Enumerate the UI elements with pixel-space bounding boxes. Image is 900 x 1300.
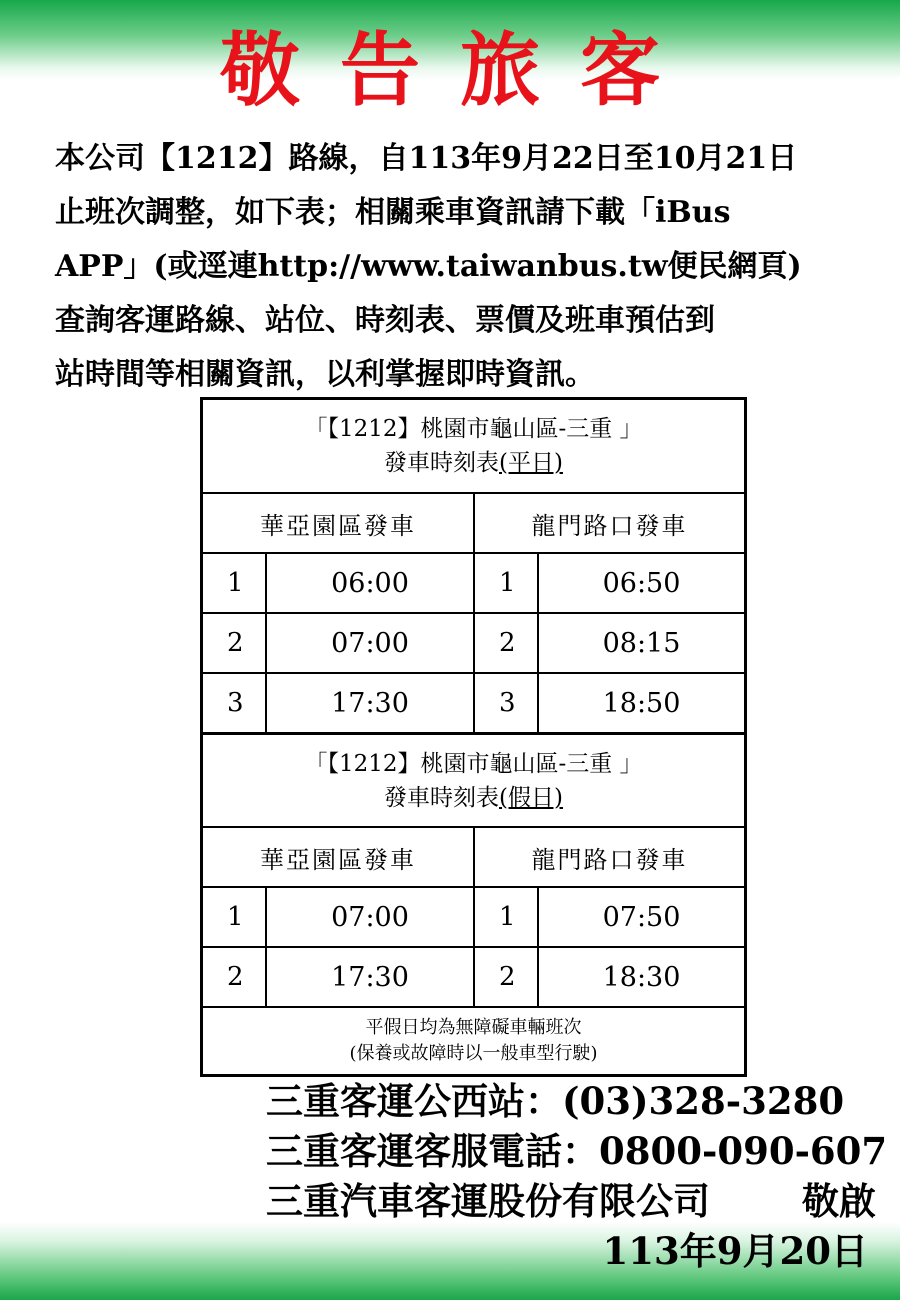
table-row: [203, 674, 744, 734]
notice-date: 113年9月20日: [602, 1229, 868, 1273]
weekday-label-prefix: 發車時刻表: [384, 450, 500, 476]
notice-line: 站時間等相關資訊，以利掌握即時資訊。: [55, 357, 595, 392]
holiday-col-left: 華亞園區發車: [260, 845, 416, 874]
trip-number: 1: [475, 888, 539, 946]
station-phone: 三重客運公西站：(03)328-3280: [266, 1079, 845, 1123]
trip-number: 3: [475, 674, 539, 732]
departure-time: 17:30: [331, 961, 409, 993]
departure-time: 18:50: [602, 687, 681, 719]
weekday-label-day: (平日): [499, 450, 563, 476]
table-row: [203, 948, 744, 1008]
holiday-route: 「【1212】桃園市龜山區-三重 」: [304, 751, 643, 777]
departure-time: 08:15: [602, 627, 681, 659]
departure-time: 07:00: [331, 627, 409, 659]
trip-number: 2: [203, 614, 267, 672]
notice-line: 止班次調整，如下表；相關乘車資訊請下載「iBus: [55, 195, 731, 230]
notice-line: APP」(或逕連http://www.taiwanbus.tw便民網頁): [55, 249, 802, 284]
departure-time: 07:00: [331, 901, 409, 933]
departure-time: 17:30: [331, 687, 409, 719]
weekday-column-headers: [203, 494, 744, 554]
trip-number: 2: [475, 948, 539, 1006]
signature-line: [266, 1176, 876, 1226]
table-row: [203, 614, 744, 674]
schedule-table: [200, 397, 747, 1077]
notice-line: 本公司【1212】路線，自113年9月22日至10月21日: [55, 141, 798, 176]
holiday-label-day: (假日): [499, 785, 563, 811]
notice-text: [55, 132, 855, 402]
departure-time: 18:30: [602, 961, 681, 993]
departure-time: 06:50: [602, 567, 681, 599]
service-phone: 三重客運客服電話：0800-090-607: [266, 1129, 888, 1173]
note-line-2: (保養或故障時以一般車型行駛): [349, 1043, 598, 1064]
holiday-label: [203, 781, 744, 815]
contact-block: [266, 1076, 888, 1276]
accessibility-note: [203, 1008, 744, 1074]
holiday-header: [203, 734, 744, 828]
closing-word: 敬啟: [802, 1179, 876, 1223]
notice-line: 查詢客運路線、站位、時刻表、票價及班車預估到: [55, 303, 715, 338]
holiday-column-headers: [203, 828, 744, 888]
weekday-label: [203, 446, 744, 480]
page-title: 敬告旅客: [220, 23, 700, 117]
trip-number: 3: [203, 674, 267, 732]
weekday-header: [203, 400, 744, 494]
weekday-route: 「【1212】桃園市龜山區-三重 」: [304, 416, 643, 442]
departure-time: 07:50: [602, 901, 681, 933]
note-line-1: 平假日均為無障礙車輛班次: [365, 1017, 582, 1038]
holiday-label-prefix: 發車時刻表: [384, 785, 500, 811]
table-row: [203, 888, 744, 948]
trip-number: 1: [203, 554, 267, 612]
trip-number: 1: [475, 554, 539, 612]
table-row: [203, 554, 744, 614]
trip-number: 2: [203, 948, 267, 1006]
weekday-col-right: 龍門路口發車: [473, 494, 744, 552]
trip-number: 2: [475, 614, 539, 672]
weekday-col-left: 華亞園區發車: [260, 511, 416, 540]
company-name: 三重汽車客運股份有限公司: [266, 1179, 710, 1223]
departure-time: 06:00: [331, 567, 409, 599]
holiday-col-right: 龍門路口發車: [473, 828, 744, 886]
trip-number: 1: [203, 888, 267, 946]
